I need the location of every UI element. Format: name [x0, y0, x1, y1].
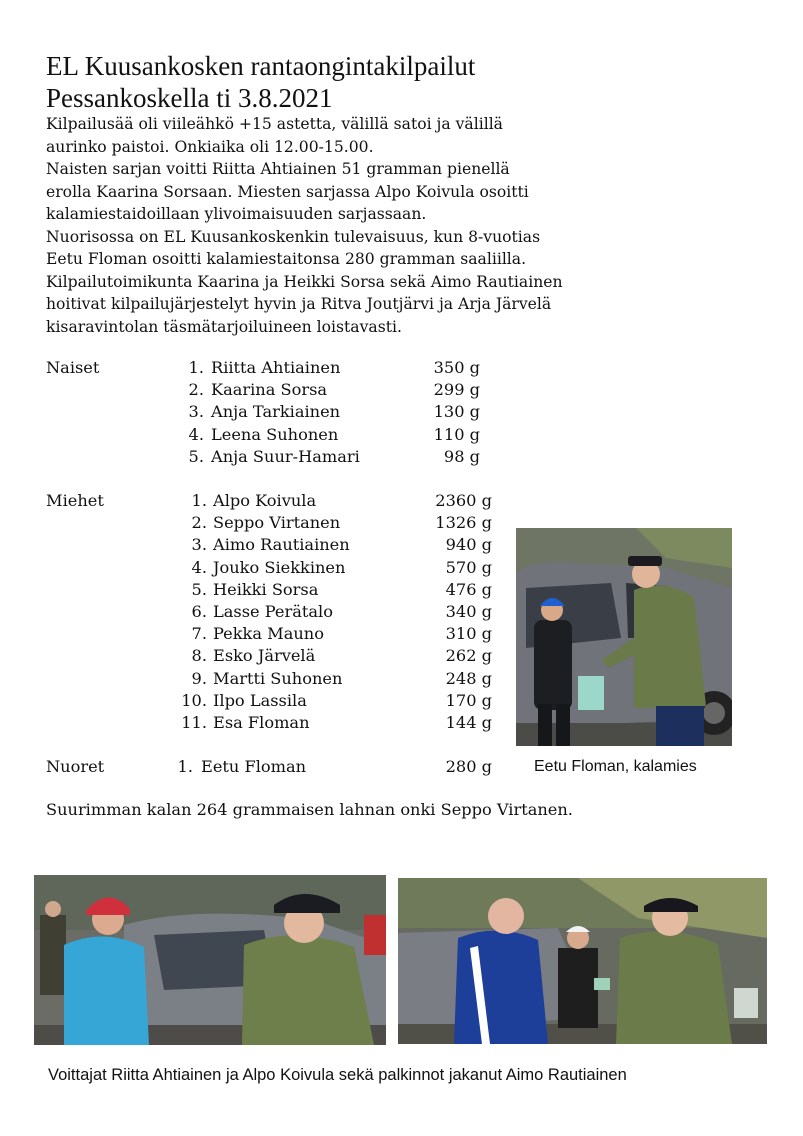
result-rank: 1. [177, 757, 193, 776]
intro-line: Kilpailusää oli viileähkö +15 astetta, välillä satoi ja välillä [46, 115, 503, 133]
intro-line: Kilpailutoimikunta Kaarina ja Heikki Sorsa sekä Aimo Rautiainen [46, 272, 563, 291]
result-name: Eetu Floman [201, 757, 307, 776]
result-name: Esko Järvelä [213, 646, 316, 666]
result-name: Kaarina Sorsa [211, 380, 328, 400]
result-rank: 4. [188, 424, 204, 444]
category-label-naiset: Naiset [46, 358, 100, 377]
result-name: Aimo Rautiainen [213, 535, 350, 555]
result-name: Martti Suhonen [213, 668, 343, 688]
intro-line: Nuorisossa on EL Kuusankoskenkin tulevaisuus, kun 8-vuotias [46, 227, 541, 246]
result-name: Riitta Ahtiainen [211, 358, 341, 377]
result-name: Esa Floman [213, 713, 310, 732]
photo-winners-left [34, 875, 386, 1045]
intro-line: Naisten sarjan voitti Riitta Ahtiainen 51 gramman pienellä [46, 160, 510, 178]
intro-line: Eetu Floman osoitti kalamiestaitonsa 280 gramman saaliilla. [46, 250, 527, 268]
category-label-nuoret: Nuoret [46, 757, 105, 776]
result-name: Pekka Mauno [213, 624, 324, 644]
result-rank: 11. [181, 713, 207, 732]
intro-line: aurinko paistoi. Onkiaika oli 12.00-15.00. [46, 137, 374, 156]
result-weight: 170 g [445, 690, 492, 710]
result-weight: 310 g [445, 624, 492, 644]
result-rank: 3. [191, 535, 207, 555]
result-name: Seppo Virtanen [213, 513, 341, 533]
title-line-1: EL Kuusankosken rantaongintakilpailut [46, 51, 476, 81]
result-rank: 9. [191, 668, 207, 688]
result-weight: 110 g [433, 424, 480, 444]
result-rank: 8. [191, 646, 207, 666]
intro-line: kalamiestaidoillaan ylivoimaisuuden sarjassaan. [46, 205, 427, 223]
result-weight: 280 g [445, 757, 492, 776]
intro-line: kisaravintolan täsmätarjoiluineen loistavasti. [46, 317, 402, 336]
result-rank: 3. [188, 402, 204, 422]
intro-line: hoitivat kilpailujärjestelyt hyvin ja Ritva Joutjärvi ja Arja Järvelä [46, 295, 552, 313]
result-weight: 2360 g [435, 491, 492, 510]
result-rank: 4. [191, 557, 207, 577]
result-weight: 98 g [443, 446, 480, 466]
intro-paragraph [46, 113, 686, 338]
result-rank: 2. [188, 380, 204, 400]
result-weight: 350 g [433, 358, 480, 377]
result-weight: 262 g [445, 646, 492, 666]
result-rank: 5. [191, 579, 207, 599]
photo-caption-eetu: Eetu Floman, kalamies [534, 758, 697, 775]
result-weight: 940 g [445, 535, 492, 555]
result-weight: 299 g [433, 380, 480, 400]
result-name: Anja Tarkiainen [211, 402, 341, 422]
biggest-fish-note: Suurimman kalan 264 grammaisen lahnan onki Seppo Virtanen. [46, 800, 573, 819]
result-weight: 340 g [445, 602, 492, 621]
result-rank: 1. [191, 491, 207, 510]
photo-eetu-floman [516, 528, 732, 746]
result-rank: 10. [181, 690, 207, 710]
article-title [46, 50, 475, 114]
result-name: Leena Suhonen [211, 424, 339, 444]
intro-line: erolla Kaarina Sorsaan. Miesten sarjassa Alpo Koivula osoitti [46, 182, 529, 201]
result-rank: 2. [191, 513, 207, 533]
result-name: Alpo Koivula [213, 491, 317, 510]
result-weight: 1326 g [435, 513, 492, 533]
result-name: Anja Suur-Hamari [211, 446, 360, 466]
title-line-2: Pessankoskella ti 3.8.2021 [46, 83, 333, 113]
result-rank: 6. [191, 602, 207, 621]
result-rank: 5. [188, 446, 204, 466]
result-weight: 476 g [445, 579, 492, 599]
result-name: Ilpo Lassila [213, 690, 307, 710]
result-name: Heikki Sorsa [213, 579, 319, 599]
result-weight: 144 g [445, 713, 492, 732]
result-weight: 248 g [445, 668, 492, 688]
photo-winners-right [398, 878, 767, 1044]
result-weight: 570 g [445, 557, 492, 577]
result-weight: 130 g [433, 402, 480, 422]
result-rank: 7. [191, 624, 207, 644]
result-name: Lasse Perätalo [213, 602, 333, 621]
category-label-miehet: Miehet [46, 491, 104, 510]
photo-caption-winners: Voittajat Riitta Ahtiainen ja Alpo Koivula sekä palkinnot jakanut Aimo Rautiainen [48, 1066, 627, 1084]
result-rank: 1. [188, 358, 204, 377]
result-name: Jouko Siekkinen [213, 557, 346, 577]
